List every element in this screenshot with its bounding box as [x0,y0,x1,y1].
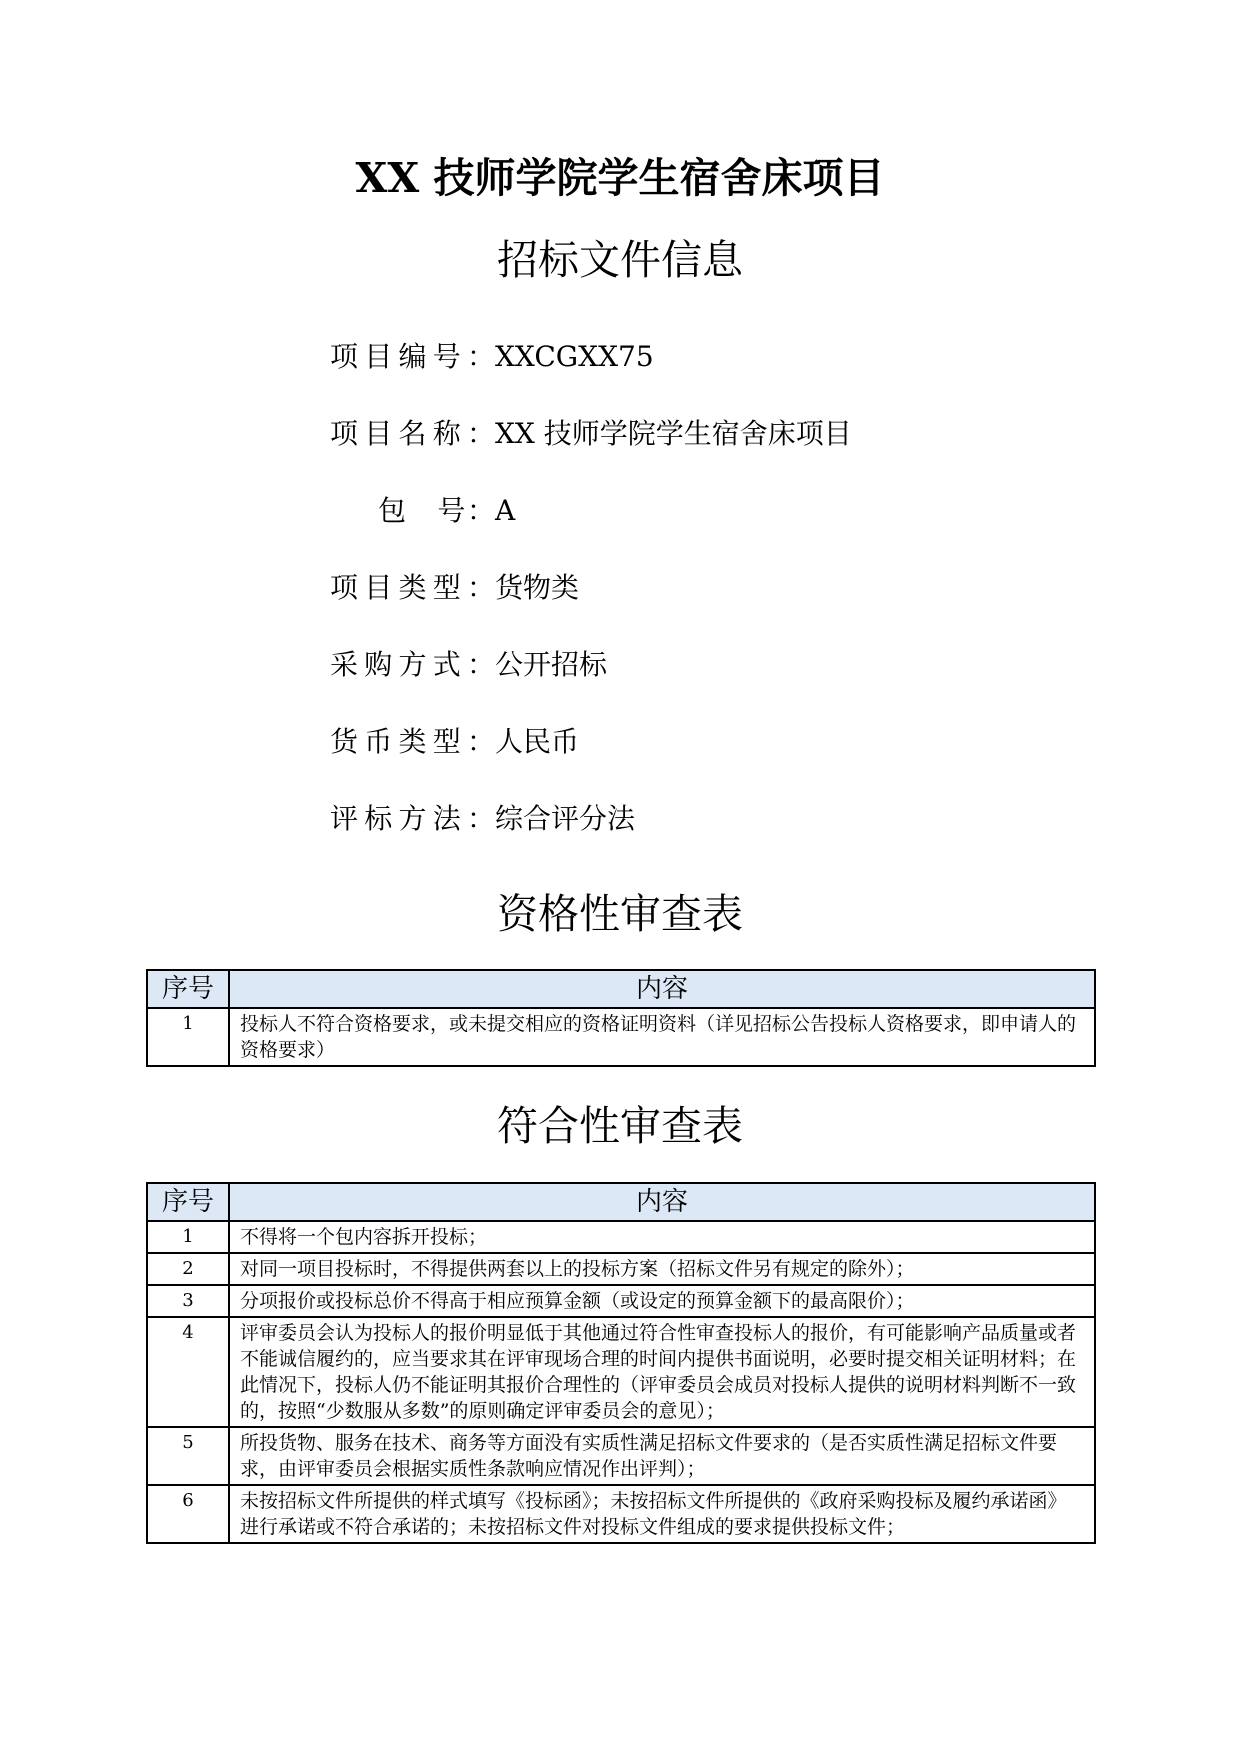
compliance-table-title: 符合性审查表 [497,1102,743,1150]
info-row-project-number [330,337,654,377]
info-value: XXCGXX75 [495,340,654,373]
info-row-procurement-method [330,645,607,685]
row-num: 4 [147,1317,229,1427]
info-row-currency [330,722,579,762]
info-label: 项目类型： [330,571,495,604]
header-content: 内容 [229,970,1095,1008]
table-row [147,1253,1095,1285]
info-row-project-name [330,414,852,454]
info-row-evaluation-method [330,799,635,839]
info-label: 项目名称： [330,417,495,450]
qualification-table-title: 资格性审查表 [497,890,743,938]
row-text: 不得将一个包内容拆开投标； [229,1221,1095,1253]
row-num: 1 [147,1008,229,1066]
row-text: 所投货物、服务在技术、商务等方面没有实质性满足招标文件要求的（是否实质性满足招标文件要求，由评审委员会根据实质性条款响应情况作出评判）； [229,1427,1095,1485]
info-value: XX 技师学院学生宿舍床项目 [495,417,852,450]
info-value: 人民币 [495,725,580,758]
row-num: 6 [147,1485,229,1543]
table-header-row [147,970,1095,1008]
compliance-table [146,1182,1096,1544]
info-value: A [495,494,516,527]
document-title: XX 技师学院学生宿舍床项目 [355,154,885,202]
row-text: 投标人不符合资格要求，或未提交相应的资格证明资料（详见招标公告投标人资格要求，即申请人的资格要求） [229,1008,1095,1066]
info-label: 采购方式： [330,648,495,681]
row-text: 对同一项目投标时，不得提供两套以上的投标方案（招标文件另有规定的除外）； [229,1253,1095,1285]
table-row [147,1317,1095,1427]
row-text: 未按招标文件所提供的样式填写《投标函》；未按招标文件所提供的《政府采购投标及履约承诺函》进行承诺或不符合承诺的；未按招标文件对投标文件组成的要求提供投标文件； [229,1485,1095,1543]
row-num: 3 [147,1285,229,1317]
table-row [147,1008,1095,1066]
table-row [147,1285,1095,1317]
table-row [147,1221,1095,1253]
table-header-row [147,1183,1095,1221]
info-label: 评标方法： [330,802,495,835]
info-value: 综合评分法 [495,802,636,835]
row-num: 1 [147,1221,229,1253]
info-value: 公开招标 [495,648,608,681]
info-value: 货物类 [495,571,580,604]
info-label: 包 号： [378,494,495,527]
info-row-package [378,491,515,531]
row-num: 2 [147,1253,229,1285]
info-label: 货币类型： [330,725,495,758]
document-subtitle: 招标文件信息 [497,236,743,284]
table-row [147,1427,1095,1485]
table-row [147,1485,1095,1543]
header-content: 内容 [229,1183,1095,1221]
row-text: 分项报价或投标总价不得高于相应预算金额（或设定的预算金额下的最高限价）； [229,1285,1095,1317]
header-num: 序号 [147,1183,229,1221]
qualification-table [146,969,1096,1067]
info-row-project-type [330,568,579,608]
header-num: 序号 [147,970,229,1008]
info-label: 项目编号： [330,340,495,373]
row-num: 5 [147,1427,229,1485]
row-text: 评审委员会认为投标人的报价明显低于其他通过符合性审查投标人的报价，有可能影响产品质量或者不能诚信履约的，应当要求其在评审现场合理的时间内提供书面说明，必要时提交相关证明材料；在此情况下，投标人仍不能证明其报价合理性的（评审委员会成员对投标人提供的说明材料判断不一致的，按照“少数服从多数”的原则确定评审委员会的意见）； [229,1317,1095,1427]
